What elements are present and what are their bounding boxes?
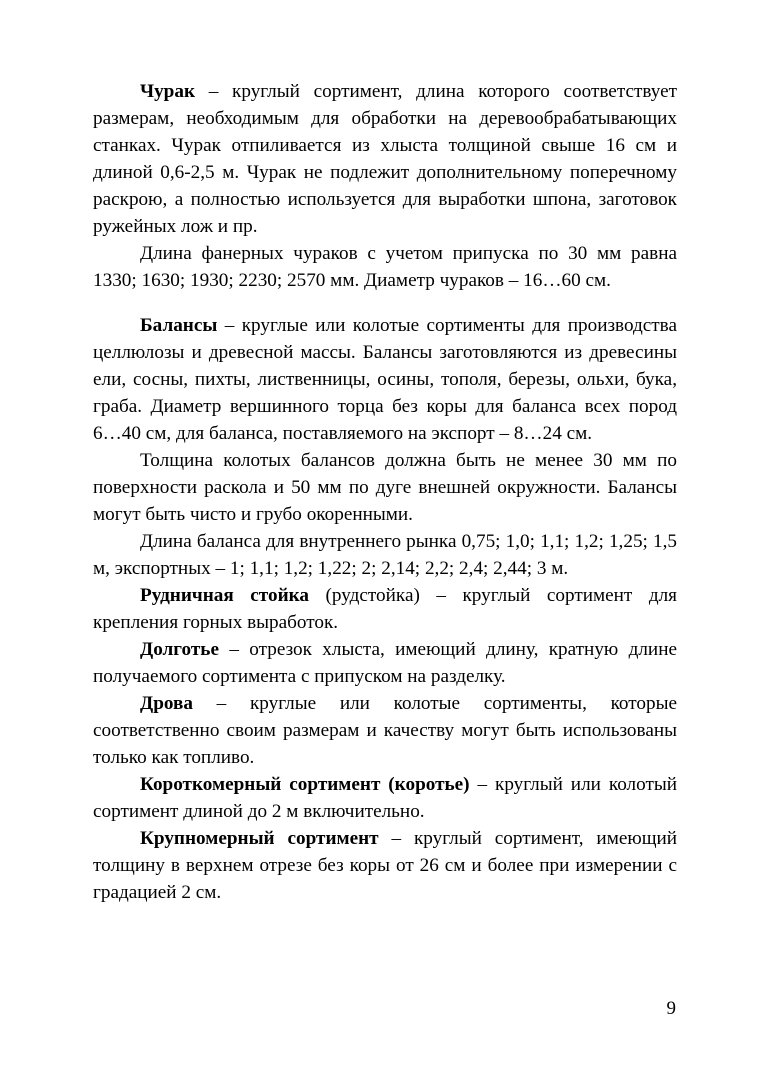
term-dolgotye: Долготье: [140, 639, 219, 660]
paragraph-rudnichnaya-stoyka: [93, 582, 677, 636]
paragraph-churak: [93, 78, 677, 240]
paragraph-korotkomerny: [93, 771, 677, 825]
document-page: [93, 78, 677, 906]
paragraph-churak-lengths: [93, 240, 677, 294]
paragraph-text: Толщина колотых балансов должна быть не менее 30 мм по поверхности раскола и 50 мм по дуге внешней окружности. Балансы могут быть чисто и грубо окоренными.: [93, 450, 677, 525]
term-korotkomerny: Короткомерный сортимент (коротье): [140, 774, 470, 795]
definition-krupnomerny: – круглый сортимент, имеющий толщину в верхнем отрезе без коры от 26 см и более при измерении с градацией 2 см.: [93, 828, 678, 903]
definition-drova: – круглые или колотые сортименты, которые соответственно своим размерам и качеству могут быть использованы только как топливо.: [93, 693, 677, 768]
definition-balansy: – круглые или колотые сортименты для производства целлюлозы и древесной массы. Балансы заготовляются из древесины ели, сосны, пихты, лиственницы, осины, тополя, березы, ольхи, бука, граба. Диаметр вершинного торца без коры для баланса всех пород 6…40 см, для баланса, поставляемого на экспорт – 8…24 см.: [93, 315, 677, 444]
paragraph-balansy-lengths: [93, 528, 677, 582]
definition-rudnichnaya-stoyka: (рудстойка) – круглый сортимент для крепления горных выработок.: [93, 585, 678, 633]
term-balansy: Балансы: [140, 315, 218, 336]
paragraph-balansy-thickness: [93, 447, 677, 528]
term-churak: Чурак: [140, 81, 195, 102]
definition-churak: – круглый сортимент, длина которого соответствует размерам, необходимым для обработки на деревообрабатывающих станках. Чурак отпиливается из хлыста толщиной свыше 16 см и длиной 0,6-2,5 м. Чурак не подлежит дополнительному поперечному раскрою, а полностью используется для выработки шпона, заготовок ружейных лож и пр.: [93, 81, 677, 237]
paragraph-dolgotye: [93, 636, 677, 690]
definition-korotkomerny: – круглый или колотый сортимент длиной до 2 м включительно.: [93, 774, 677, 822]
definition-dolgotye: – отрезок хлыста, имеющий длину, кратную длине получаемого сортимента с припуском на разделку.: [93, 639, 677, 687]
page-number: 9: [666, 998, 676, 1019]
paragraph-balansy: [93, 312, 677, 447]
paragraph-text: Длина баланса для внутреннего рынка 0,75; 1,0; 1,1; 1,2; 1,25; 1,5 м, экспортных – 1; 1,1; 1,2; 1,22; 2; 2,14; 2,2; 2,4; 2,44; 3 м.: [93, 531, 677, 579]
paragraph-text: Длина фанерных чураков с учетом припуска по 30 мм равна 1330; 1630; 1930; 2230; 2570 мм. Диаметр чураков – 16…60 см.: [93, 243, 677, 291]
term-drova: Дрова: [140, 693, 193, 714]
paragraph-drova: [93, 690, 677, 771]
term-rudnichnaya-stoyka: Рудничная стойка: [140, 585, 309, 606]
term-krupnomerny: Крупномерный сортимент: [140, 828, 379, 849]
paragraph-krupnomerny: [93, 825, 677, 906]
